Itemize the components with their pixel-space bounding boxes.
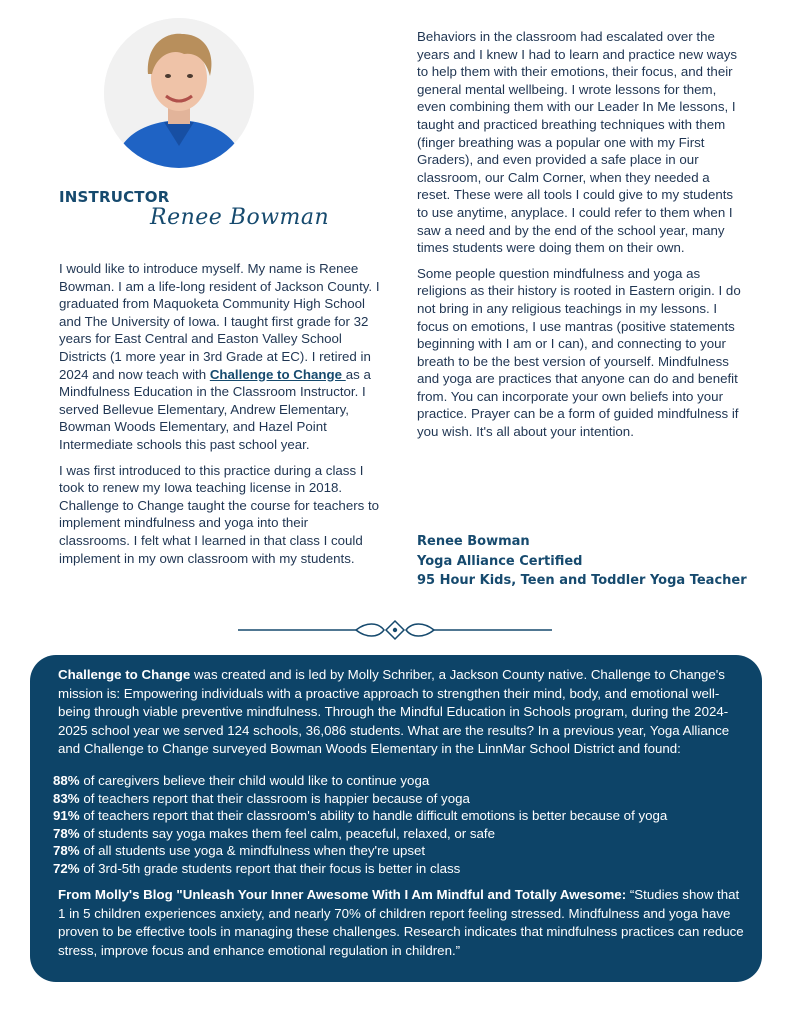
stat-item: 88% of caregivers believe their child would like to continue yoga — [53, 773, 430, 788]
story-paragraph-1: Behaviors in the classroom had escalated over the years and I knew I had to learn and practice new ways to help them with their emotions, their focus, and their general mental wellbeing. I wrote lessons for them, even combining them with our Leader In Me lessons, I taught and practiced breathing techniques with them (finger breathing was a popular one with my First Graders), and even provided a safe place in our classroom, our Calm Corner, when they needed a reset. These were all tools I could give to my students to use anytime, anyplace. I could refer to them when I saw a need and by the end of the school year, many times students were doing them on their own. — [417, 29, 738, 256]
intro-paragraph-1: I would like to introduce myself. My name is Renee Bowman. I am a life-long resident of Jackson County. I graduated from Maquoketa Community High School and The University of Iowa. I taught first grade for 32 years for East Central and Easton Valley School Districts (1 more year in 3rd Grade at EC). I retired in 2024 and now teach with Challenge to Change as a Mindfulness Education in the Classroom Instructor. I served Bellevue Elementary, Andrew Elementary, Bowman Woods Elementary, and Hazel Point Intermediate schools this past school year. — [59, 261, 380, 452]
credit-title: 95 Hour Kids, Teen and Toddler Yoga Teacher — [417, 573, 747, 588]
ornamental-divider — [238, 618, 552, 642]
survey-stats-list — [53, 772, 753, 878]
credit-certification: Yoga Alliance Certified — [417, 553, 583, 569]
story-column — [417, 28, 743, 449]
panel-intro: Challenge to Change was created and is led by Molly Schriber, a Jackson County native. Challenge to Change's mission is: Empowering individuals with a proactive approach to strengthen their mind, body, and emotional well-being through viable preventive mindfulness. Through the Mindful Education in Schools program, during the 2024-2025 school year we served 124 schools, 36,086 students. What are the results? In a previous year, Yoga Alliance and Challenge to Change surveyed Bowman Woods Elementary in the LinnMar School District and found: — [58, 667, 730, 757]
instructor-credits — [417, 532, 757, 591]
instructor-photo — [104, 18, 254, 168]
stat-item: 83% of teachers report that their classroom is happier because of yoga — [53, 790, 470, 806]
intro-column — [59, 260, 381, 575]
story-paragraph-2: Some people question mindfulness and yoga as religions as their history is rooted in Eastern origin. I do not bring in any religious teachings in my lessons. I focus on emotions, I use mantras (positive statements beginning with I am or I can), and connecting to your breath to be the best version of yourself. Mindfulness and yoga are practices that anyone can do and benefit from. You can incorporate your own beliefs into your practice. Prayer can be a form of guided mindfulness if you wish. It's all about your intention. — [417, 265, 741, 440]
stat-item: 72% of 3rd-5th grade students report that their focus is better in class — [53, 860, 461, 876]
instructor-signature: Renee Bowman — [150, 205, 330, 230]
intro-paragraph-2: I was first introduced to this practice during a class I took to renew my Iowa teaching license in 2018. Challenge to Change taught the course for teachers to implement mindfulness and yoga into their classrooms. I felt what I learned in that class I could implement in my own classroom with my students. — [59, 462, 380, 566]
blog-quote: From Molly's Blog "Unleash Your Inner Awesome With I Am Mindful and Totally Awesome: “Studies show that 1 in 5 children experiences anxiety, and nearly 70% of children report feeling stressed. Mindfulness and yoga have proven to be effective tools in managing these challenges. Research indicates that mindfulness practices can reduce stress, improve focus and enhance emotional regulation in children.” — [58, 887, 744, 958]
instructor-heading: INSTRUCTOR — [59, 188, 170, 206]
stat-item: 78% of all students use yoga & mindfulness when they're upset — [53, 843, 426, 859]
challenge-to-change-panel — [30, 655, 762, 982]
challenge-to-change-link[interactable]: Challenge to Change — [209, 366, 346, 382]
credit-name: Renee Bowman — [417, 534, 530, 549]
stat-item: 91% of teachers report that their classroom's ability to handle difficult emotions is better because of yoga — [53, 808, 668, 824]
stat-item: 78% of students say yoga makes them feel calm, peaceful, relaxed, or safe — [53, 825, 495, 841]
